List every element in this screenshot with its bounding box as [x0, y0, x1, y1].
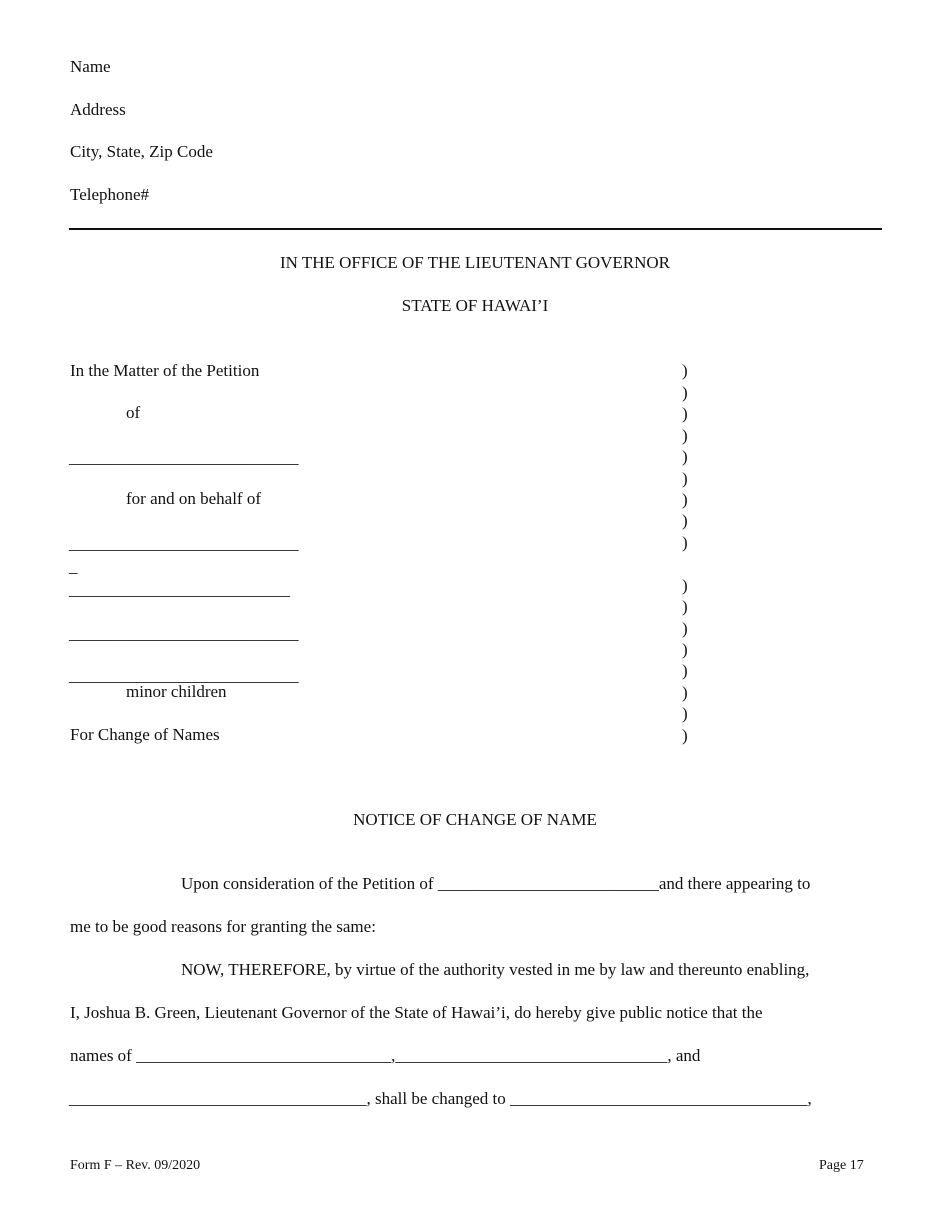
form-revision-label: Form F – Rev. 09/2020 — [70, 1158, 201, 1173]
caption-paren: ) — [682, 469, 688, 488]
address-label: Address — [70, 100, 126, 119]
caption-paren: ) — [682, 533, 688, 552]
caption-paren: ) — [682, 490, 688, 509]
caption-paren: ) — [682, 404, 688, 423]
child-name-blank-1: ___________________________ — [69, 534, 299, 553]
name-label: Name — [70, 57, 111, 76]
caption-paren: ) — [682, 683, 688, 702]
child-name-blank-4: ___________________________ — [69, 666, 299, 685]
caption-paren: ) — [682, 661, 688, 680]
caption-paren: ) — [682, 383, 688, 402]
notice-paragraph-2-line-4: ___________________________________, shall be changed to ___________________________________, — [69, 1089, 812, 1108]
caption-paren: ) — [682, 511, 688, 530]
child-name-blank-3: ___________________________ — [69, 624, 299, 643]
caption-paren: ) — [682, 426, 688, 445]
notice-paragraph-2-line-3: names of ______________________________,________________________________, and — [70, 1046, 701, 1065]
notice-title: NOTICE OF CHANGE OF NAME — [353, 810, 597, 829]
child-name-blank-1-cont: _ — [69, 557, 78, 576]
petitioner-name-blank: ___________________________ — [69, 448, 299, 467]
notice-paragraph-2-line-1: NOW, THEREFORE, by virtue of the authority vested in me by law and thereunto enabling, — [181, 960, 810, 979]
caption-paren: ) — [682, 361, 688, 380]
of-label: of — [126, 403, 141, 422]
city-state-zip-label: City, State, Zip Code — [70, 142, 213, 161]
for-and-on-behalf-of-label: for and on behalf of — [126, 489, 262, 508]
caption-paren: ) — [682, 447, 688, 466]
caption-paren: ) — [682, 726, 688, 745]
caption-paren: ) — [682, 704, 688, 723]
telephone-label: Telephone# — [70, 185, 150, 204]
minor-children-label: minor children — [126, 682, 227, 701]
caption-paren: ) — [682, 576, 688, 595]
caption-paren: ) — [682, 640, 688, 659]
in-the-matter-label: In the Matter of the Petition — [70, 361, 260, 380]
for-change-of-names-label: For Change of Names — [70, 725, 220, 744]
caption-paren: ) — [682, 619, 688, 638]
court-heading-line2: STATE OF HAWAI’I — [401, 296, 549, 315]
notice-paragraph-1-line-2: me to be good reasons for granting the same: — [70, 917, 376, 936]
notice-paragraph-1-line-1: Upon consideration of the Petition of __________________________and there appearing to — [181, 874, 811, 893]
child-name-blank-2: __________________________ — [69, 580, 290, 599]
notice-paragraph-2-line-2: I, Joshua B. Green, Lieutenant Governor of the State of Hawai’i, do hereby give public notice that the — [70, 1003, 763, 1022]
page-number: Page 17 — [819, 1158, 864, 1173]
court-heading-line1: IN THE OFFICE OF THE LIEUTENANT GOVERNOR — [279, 253, 671, 272]
caption-paren: ) — [682, 597, 688, 616]
header-divider — [69, 228, 882, 230]
